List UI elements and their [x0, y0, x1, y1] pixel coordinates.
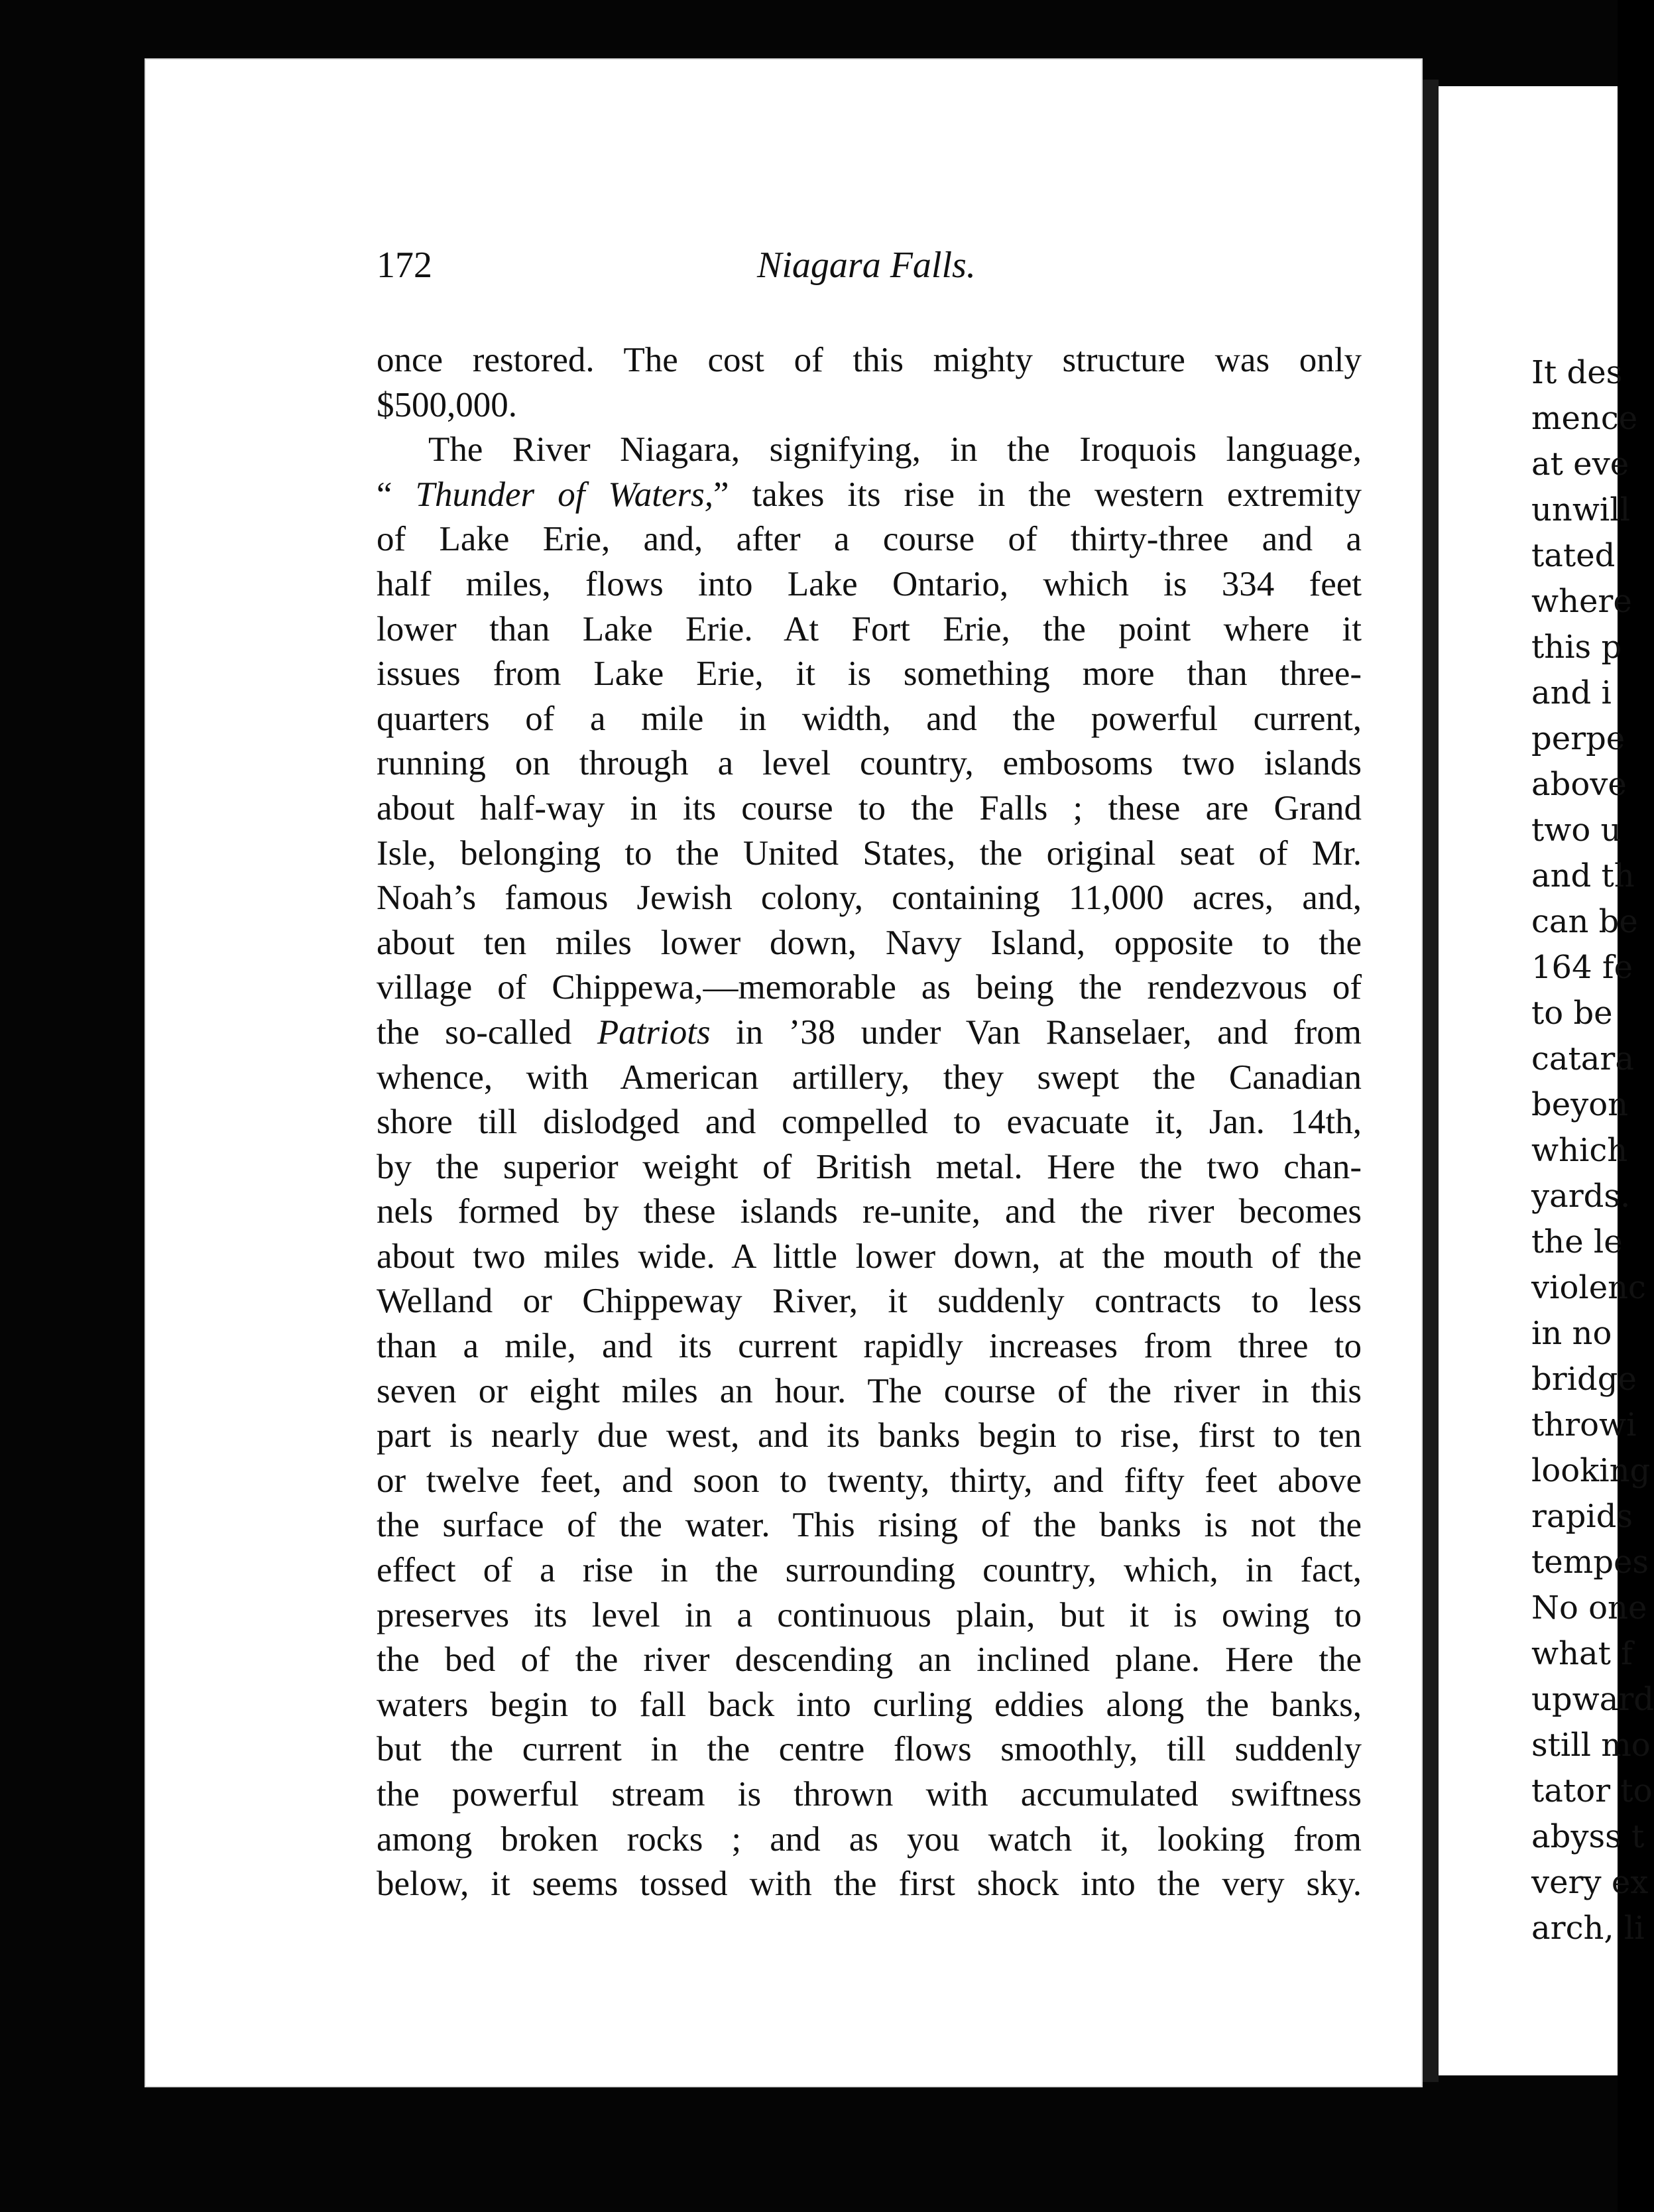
text-line: effect of a rise in the surrounding country, which, in fact, [377, 1551, 1362, 1590]
facing-text-line: bridge [1531, 1361, 1637, 1398]
facing-text-line: what f [1531, 1635, 1633, 1672]
italic-phrase: Thunder of Waters, [415, 475, 713, 514]
text-line: the surface of the water. This rising of the banks is not the [377, 1506, 1362, 1545]
text-line: village of Chippewa,—memorable as being the rendezvous of [377, 968, 1362, 1007]
facing-text-line: tempes [1531, 1544, 1649, 1581]
facing-text-line: tated [1531, 537, 1616, 574]
text-line: about two miles wide. A little lower down, at the mouth of the [377, 1237, 1362, 1276]
facing-text-line: can be [1531, 903, 1638, 940]
text-line: about ten miles lower down, Navy Island, opposite to the [377, 923, 1362, 962]
facing-text-line: beyon [1531, 1086, 1629, 1123]
facing-text-line: very ex [1531, 1864, 1649, 1901]
facing-text-line: and th [1531, 857, 1635, 894]
facing-text-line: tator to [1531, 1772, 1653, 1810]
facing-text-line: mence [1531, 400, 1638, 437]
text-line: about half-way in its course to the Falls ; these are Grand [377, 788, 1362, 828]
text-line: Welland or Chippeway River, it suddenly contracts to less [377, 1282, 1362, 1321]
facing-text-line: where [1531, 583, 1632, 620]
page-header [377, 244, 1358, 297]
facing-text-line: in no [1531, 1315, 1612, 1352]
page-number: 172 [377, 245, 432, 286]
text-line: or twelve feet, and soon to twenty, thirty, and fifty feet above [377, 1461, 1362, 1500]
text-line: the bed of the river descending an inclined plane. Here the [377, 1640, 1362, 1680]
facing-text-line: catara [1531, 1040, 1634, 1077]
facing-text-line: two u [1531, 812, 1622, 849]
text-line: Noah’s famous Jewish colony, containing 11,000 acres, and, [377, 879, 1362, 918]
text-line: the powerful stream is thrown with accumulated swiftness [377, 1775, 1362, 1813]
italic-phrase: Patriots [597, 1013, 711, 1052]
text-line: than a mile, and its current rapidly increases from three to [377, 1327, 1362, 1366]
facing-text-line: above [1531, 766, 1627, 803]
facing-text-line: throwi [1531, 1406, 1637, 1444]
facing-text-line: It des [1531, 354, 1623, 391]
facing-text-line: which [1531, 1132, 1628, 1169]
facing-text-line: unwill [1531, 491, 1630, 528]
text-line: $500,000. [377, 385, 517, 424]
facing-page-text [1531, 350, 1654, 1951]
text-line: once restored. The cost of this mighty structure was only [377, 341, 1362, 379]
facing-text-line: 164 fe [1531, 949, 1633, 986]
facing-text-line: violenc [1531, 1269, 1646, 1306]
text-line: nels formed by these islands re-unite, and the river becomes [377, 1192, 1362, 1231]
text-line: lower than Lake Erie. At Fort Erie, the point where it [377, 609, 1362, 648]
facing-text-line: arch, li [1531, 1910, 1645, 1947]
page-gutter [1423, 80, 1439, 2082]
text-line: among broken rocks ; and as you watch it, looking from [377, 1819, 1362, 1859]
text-line: issues from Lake Erie, it is something more than three- [377, 654, 1362, 694]
text-line: preserves its level in a continuous plain, but it is owing to [377, 1595, 1362, 1634]
text-line: half miles, flows into Lake Ontario, which is 334 feet [377, 564, 1362, 603]
facing-text-line: rapids [1531, 1498, 1633, 1535]
facing-text-line: to be [1531, 995, 1613, 1032]
text-line: waters begin to fall back into curling eddies along the banks, [377, 1685, 1362, 1724]
facing-text-line: at eve [1531, 446, 1629, 483]
text-line: but the current in the centre flows smoothly, till suddenly [377, 1730, 1362, 1769]
facing-text-line: and i [1531, 674, 1612, 711]
facing-text-line: this p [1531, 629, 1622, 666]
text-line: the so-called Patriots in ’38 under Van Ranselaer, and from [377, 1013, 1362, 1052]
text-line: shore till dislodged and compelled to evacuate it, Jan. 14th, [377, 1103, 1362, 1142]
facing-text-line: yards. [1531, 1178, 1631, 1215]
facing-text-line: No one [1531, 1589, 1647, 1627]
facing-text-line: abyss t [1531, 1818, 1645, 1855]
facing-text-line: the le [1531, 1223, 1623, 1260]
facing-text-line: still mo [1531, 1727, 1651, 1764]
text-line: Isle, belonging to the United States, the original seat of Mr. [377, 833, 1362, 873]
text-line: quarters of a mile in width, and the powerful current, [377, 699, 1362, 738]
text-line: The River Niagara, signifying, in the Iroquois language, [428, 430, 1362, 469]
text-line: seven or eight miles an hour. The course of the river in this [377, 1371, 1362, 1410]
facing-text-line: perpe [1531, 720, 1625, 757]
body-text [377, 338, 1362, 1907]
text-line: part is nearly due west, and its banks begin to rise, first to ten [377, 1416, 1362, 1455]
text-line: by the superior weight of British metal. Here the two chan- [377, 1147, 1362, 1186]
text-line: “ Thunder of Waters,” takes its rise in the western extremity [377, 475, 1362, 514]
running-title: Niagara Falls. [757, 245, 976, 286]
text-line: of Lake Erie, and, after a course of thirty-three and a [377, 520, 1362, 559]
text-line: whence, with American artillery, they swept the Canadian [377, 1058, 1362, 1097]
facing-text-line: upward [1531, 1681, 1654, 1718]
text-line: running on through a level country, embosoms two islands [377, 744, 1362, 783]
text-line: below, it seems tossed with the first shock into the very sky. [377, 1865, 1362, 1904]
facing-text-line: looking [1531, 1452, 1651, 1489]
